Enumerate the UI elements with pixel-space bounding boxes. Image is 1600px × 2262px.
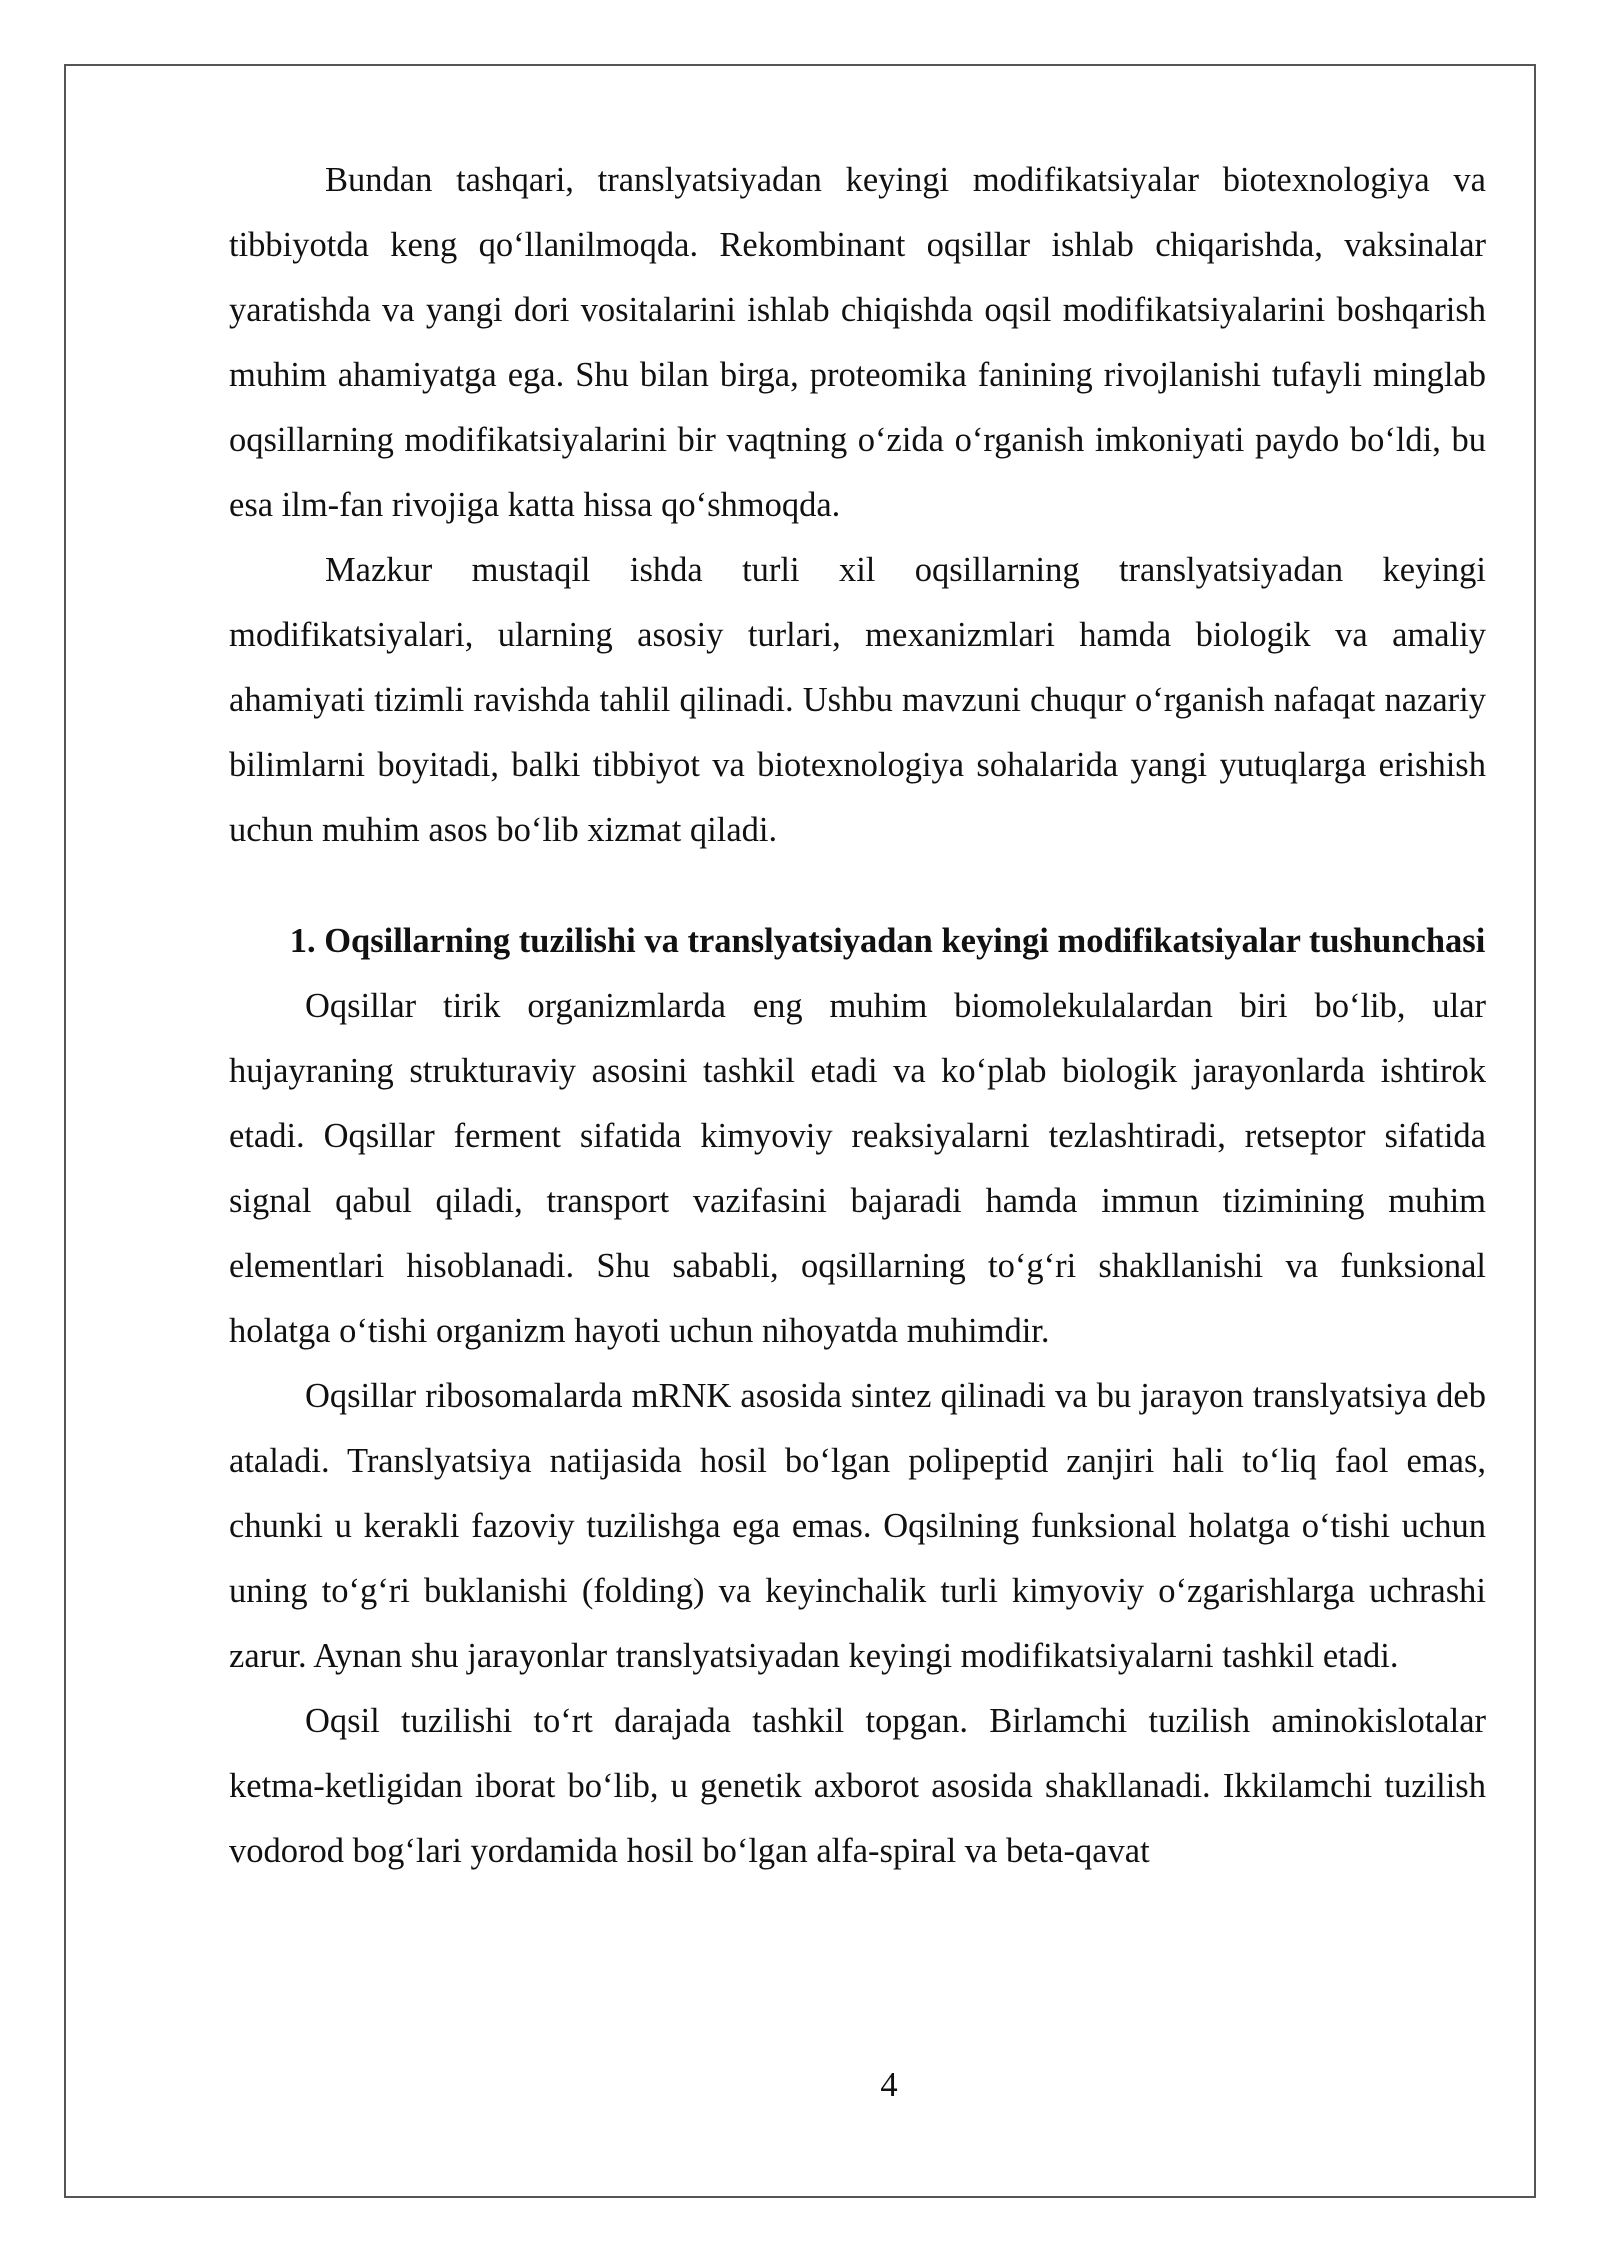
paragraph-intro-1: Bundan tashqari, translyatsiyadan keyingi modifikatsiyalar biotexnologiya va tibbiyotda keng qo‘llanilmoqda. Rekombinant oqsillar ishlab chiqarishda, vaksinalar yaratishda va yangi dori vositalarini ishlab chiqishda oqsil modifikatsiyalarini boshqarish muhim ahamiyatga ega. Shu bilan birga, proteomika fanining rivojlanishi tufayli minglab oqsillarning modifikatsiyalarini bir vaqtning o‘zida o‘rganish imkoniyati paydo bo‘ldi, bu esa ilm-fan rivojiga katta hissa qo‘shmoqda. — [229, 161, 1486, 524]
page-content — [229, 148, 1486, 1884]
paragraph-section-2: Oqsillar ribosomalarda mRNK asosida sintez qilinadi va bu jarayon translyatsiya deb ataladi. Translyatsiya natijasida hosil bo‘lgan polipeptid zanjiri hali to‘liq faol emas, chunki u kerakli fazoviy tuzilishga ega emas. Oqsilning funksional holatga o‘tishi uchun uning to‘g‘ri buklanishi (folding) va keyinchalik turli kimyoviy o‘zgarishlarga uchrashi zarur. Aynan shu jarayonlar translyatsiyadan keyingi modifikatsiyalarni tashkil etadi. — [229, 1377, 1486, 1675]
paragraph-section-1: Oqsillar tirik organizmlarda eng muhim biomolekulalardan biri bo‘lib, ular hujayraning strukturaviy asosini tashkil etadi va ko‘plab biologik jarayonlarda ishtirok etadi. Oqsillar ferment sifatida kimyoviy reaksiyalarni tezlashtiradi, retseptor sifatida signal qabul qiladi, transport vazifasini bajaradi hamda immun tizimining muhim elementlari hisoblanadi. Shu sababli, oqsillarning to‘g‘ri shakllanishi va funksional holatga o‘tishi organizm hayoti uchun nihoyatda muhimdir. — [229, 987, 1486, 1350]
paragraph-section-3: Oqsil tuzilishi to‘rt darajada tashkil topgan. Birlamchi tuzilish aminokislotalar ketma-ketligidan iborat bo‘lib, u genetik axborot asosida shakllanadi. Ikkilamchi tuzilish vodorod bog‘lari yordamida hosil bo‘lgan alfa-spiral va beta-qavat — [229, 1702, 1486, 1870]
section-heading: 1. Oqsillarning tuzilishi va translyatsiyadan keyingi modifikatsiyalar tushunchasi — [289, 922, 1486, 960]
paragraph-intro-2: Mazkur mustaqil ishda turli xil oqsillarning translyatsiyadan keyingi modifikatsiyalari, ularning asosiy turlari, mexanizmlari hamda biologik va amaliy ahamiyati tizimli ravishda tahlil qilinadi. Ushbu mavzuni chuqur o‘rganish nafaqat nazariy bilimlarni boyitadi, balki tibbiyot va biotexnologiya sohalarida yangi yutuqlarga erishish uchun muhim asos bo‘lib xizmat qiladi. — [229, 551, 1486, 849]
page-number: 4 — [880, 2066, 898, 2104]
